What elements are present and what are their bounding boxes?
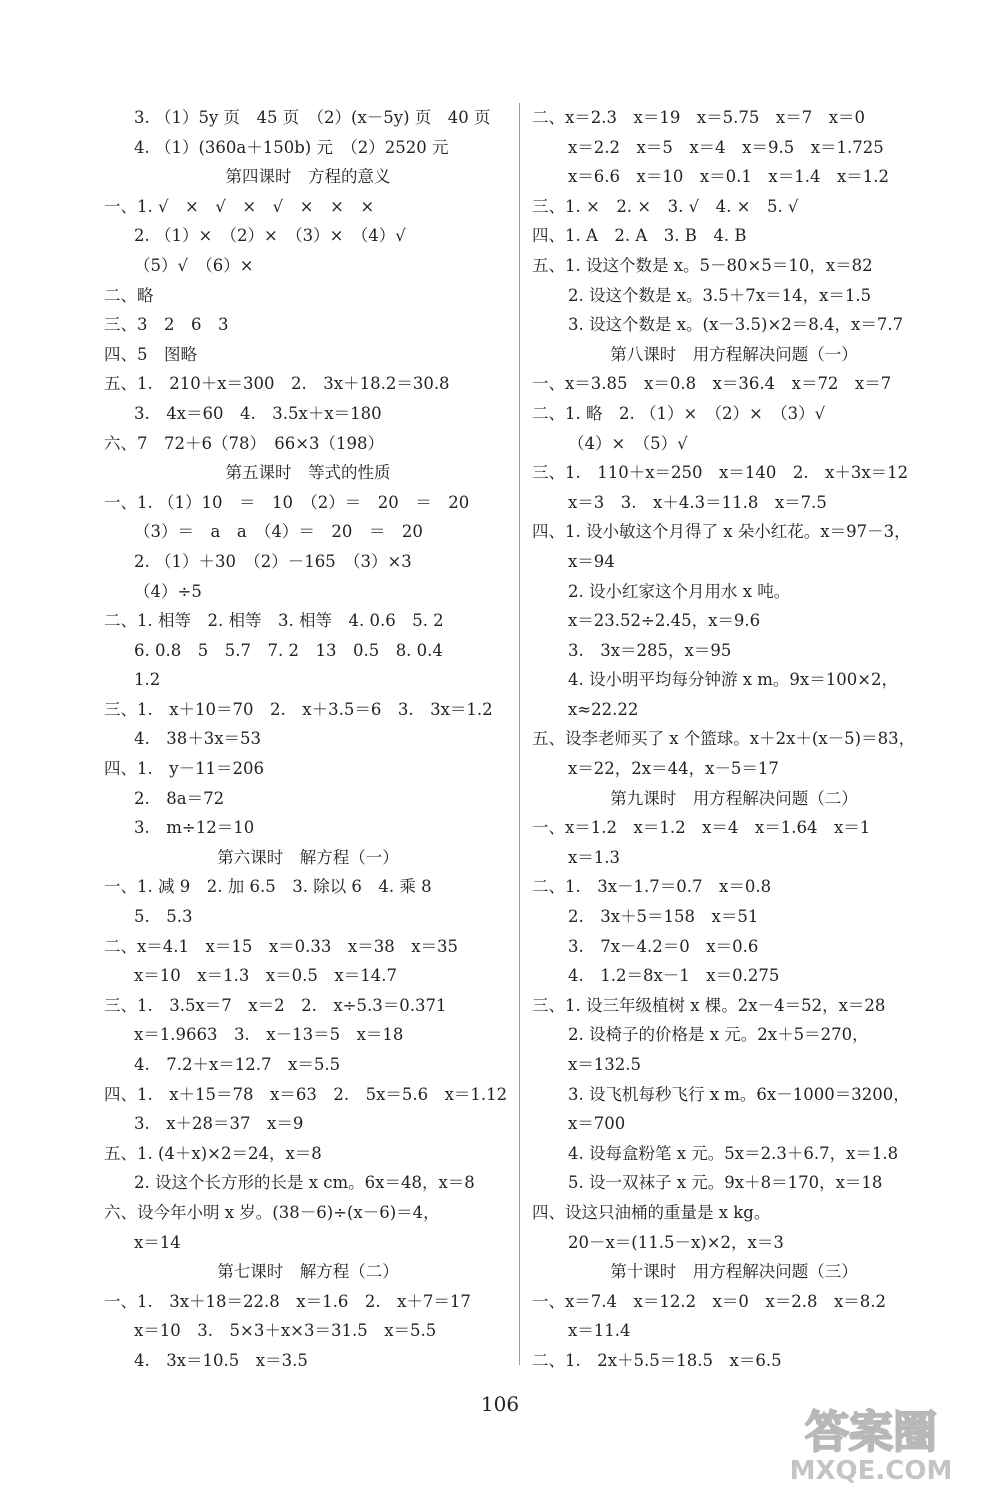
answer-line: x＝3 3. x＋4.3＝11.8 x＝7.5	[568, 492, 827, 512]
answer-line: x＝6.6 x＝10 x＝0.1 x＝1.4 x＝1.2	[568, 167, 889, 187]
answer-line: 四、1. 设小敏这个月得了 x 朵小红花。x＝97－3，	[532, 522, 911, 542]
answer-line: 2. （1）× （2）× （3）× （4）√	[134, 226, 406, 246]
answer-line: x＝1.3	[568, 847, 621, 867]
answer-line: x＝1.9663 3. x－13＝5 x＝18	[134, 1025, 404, 1045]
answer-line: 三、1. 设三年级植树 x 棵。2x－4＝52，x＝28	[532, 995, 886, 1015]
answer-line: x＝94	[568, 551, 615, 571]
answer-line: 三、1. x＋10＝70 2. x＋3.5＝6 3. 3x＝1.2	[104, 699, 493, 719]
answer-line: 一、x＝7.4 x＝12.2 x＝0 x＝2.8 x＝8.2	[532, 1291, 886, 1311]
answer-line: 3. 设飞机每秒飞行 x m。6x－1000＝3200，	[568, 1084, 910, 1104]
answer-line: 2. 设椅子的价格是 x 元。2x＋5＝270，	[568, 1025, 869, 1045]
answer-line: 2. 8a＝72	[134, 788, 225, 808]
answer-line: （3）＝ a a （4）＝ 20 ＝ 20	[134, 522, 423, 542]
answer-line: 六、设今年小明 x 岁。(38－6)÷(x－6)＝4，	[104, 1202, 440, 1222]
answer-line: 一、1. （1）10 ＝ 10 （2）＝ 20 ＝ 20	[104, 492, 470, 512]
answer-line: 3. 3x＝285，x＝95	[568, 640, 732, 660]
answer-line: 一、x＝3.85 x＝0.8 x＝36.4 x＝72 x＝7	[532, 374, 892, 394]
svg-text:答案圈: 答案圈	[805, 1407, 937, 1458]
answer-line: x＝22，2x＝44，x－5＝17	[568, 759, 779, 779]
answer-line: 4. 7.2＋x＝12.7 x＝5.5	[134, 1055, 341, 1074]
answer-line: 3. 4x＝60 4. 3.5x＋x＝180	[134, 403, 382, 423]
answer-line: 2. 设小红家这个月用水 x 吨。	[568, 581, 791, 601]
watermark-logo	[756, 1395, 986, 1487]
column-divider	[519, 103, 520, 1365]
answer-line: 三、1. 110＋x＝250 x＝140 2. x＋3x＝12	[532, 463, 909, 483]
answer-line: 1.2	[134, 670, 161, 690]
right-answer-column	[532, 103, 936, 1376]
answer-line: 一、1. 减 9 2. 加 6.5 3. 除以 6 4. 乘 8	[104, 877, 432, 897]
answer-line: x≈22.22	[568, 699, 639, 719]
answer-line: 五、设李老师买了 x 个篮球。x＋2x＋(x－5)＝83，	[532, 729, 916, 749]
answer-line: 4. 设每盒粉笔 x 元。5x＝2.3＋6.7，x＝1.8	[568, 1143, 899, 1163]
answer-line: 4. 设小明平均每分钟游 x m。9x＝100×2，	[568, 670, 899, 690]
answer-line: x＝10 x＝1.3 x＝0.5 x＝14.7	[134, 966, 397, 986]
answer-line: 五、1. (4＋x)×2＝24，x＝8	[104, 1143, 322, 1163]
answer-line: 2. 设这个数是 x。3.5＋7x＝14，x＝1.5	[568, 285, 872, 305]
answer-line: 四、1. A 2. A 3. B 4. B	[532, 226, 747, 246]
answer-line: 二、1. 略 2. （1）× （2）× （3）√	[532, 403, 826, 423]
answer-line: 2. （1）＋30 （2）－165 （3）×3	[134, 551, 412, 571]
answer-line: x＝132.5	[568, 1055, 642, 1074]
answer-line: x＝2.2 x＝5 x＝4 x＝9.5 x＝1.725	[568, 137, 884, 157]
answer-line: 四、设这只油桶的重量是 x kg。	[532, 1202, 771, 1222]
section-heading: 第七课时 解方程（二）	[217, 1262, 399, 1282]
answer-line: 二、1. 3x－1.7＝0.7 x＝0.8	[532, 877, 772, 897]
watermark-url: MXQE.COM	[789, 1456, 953, 1486]
answer-line: 二、x＝4.1 x＝15 x＝0.33 x＝38 x＝35	[104, 936, 458, 956]
answer-line: x＝23.52÷2.45，x＝9.6	[568, 611, 761, 631]
answer-line: 四、1. x＋15＝78 x＝63 2. 5x＝5.6 x＝1.12	[104, 1084, 508, 1104]
answer-line: 五、1. 设这个数是 x。5－80×5＝10，x＝82	[532, 255, 873, 275]
answer-line: 三、1. × 2. × 3. √ 4. × 5. √	[532, 196, 799, 216]
answer-line: 五、1. 210＋x＝300 2. 3x＋18.2＝30.8	[104, 374, 450, 394]
answer-line: 二、1. 相等 2. 相等 3. 相等 4. 0.6 5. 2	[104, 611, 444, 631]
answer-line: 一、1. √ × √ × √ × × ×	[104, 196, 375, 216]
answer-line: 二、x＝2.3 x＝19 x＝5.75 x＝7 x＝0	[532, 108, 865, 127]
answer-line: 3. x＋28＝37 x＝9	[134, 1114, 304, 1134]
section-heading: 第九课时 用方程解决问题（二）	[610, 788, 858, 808]
answer-line: 四、1. y－11＝206	[104, 759, 265, 779]
answer-line: 5. 5.3	[134, 907, 193, 927]
answer-line: 一、1. 3x＋18＝22.8 x＝1.6 2. x＋7＝17	[104, 1291, 471, 1311]
answer-line: 4. 1.2＝8x－1 x＝0.275	[568, 966, 780, 986]
answer-line: x＝700	[568, 1114, 626, 1134]
answer-line: 4. 38＋3x＝53	[134, 729, 262, 749]
left-answer-column	[104, 103, 512, 1376]
answer-line: 六、7 72＋6（78） 66×3（198）	[104, 433, 385, 453]
answer-line: 三、3 2 6 3	[104, 315, 229, 335]
answer-line: 4. 3x＝10.5 x＝3.5	[134, 1350, 308, 1370]
answer-line: x＝10 3. 5×3＋x×3＝31.5 x＝5.5	[134, 1321, 437, 1341]
answer-line: 4. （1）(360a＋150b) 元 （2）2520 元	[134, 137, 449, 157]
section-heading: 第八课时 用方程解决问题（一）	[610, 344, 858, 364]
section-heading: 第十课时 用方程解决问题（三）	[610, 1262, 858, 1282]
answer-line: 三、1. 3.5x＝7 x＝2 2. x÷5.3＝0.371	[104, 995, 447, 1015]
answer-line: 2. 3x＋5＝158 x＝51	[568, 907, 759, 927]
answer-line: （5）√ （6）×	[134, 255, 254, 275]
answer-line: 3. （1）5y 页 45 页 （2）(x－5y) 页 40 页	[134, 108, 491, 127]
answer-line: 3. 设这个数是 x。(x－3.5)×2＝8.4，x＝7.7	[568, 315, 904, 335]
answer-line: （4）× （5）√	[568, 433, 688, 453]
answer-line: 3. m÷12＝10	[134, 818, 255, 838]
answer-line: 20－x＝(11.5－x)×2，x＝3	[568, 1232, 784, 1252]
answer-line: 6. 0.8 5 5.7 7. 2 13 0.5 8. 0.4	[134, 640, 443, 660]
watermark-logo-graphic	[756, 1395, 986, 1487]
answer-line: 四、5 图略	[104, 344, 197, 364]
answer-line: （4）÷5	[134, 581, 202, 601]
section-heading: 第六课时 解方程（一）	[217, 847, 399, 867]
section-heading: 第四课时 方程的意义	[225, 167, 391, 187]
answer-line: x＝14	[134, 1232, 181, 1252]
section-heading: 第五课时 等式的性质	[225, 463, 391, 483]
page-number: 106	[480, 1392, 520, 1416]
answer-line: 3. 7x－4.2＝0 x＝0.6	[568, 936, 759, 956]
answer-line: 二、略	[104, 285, 154, 305]
answer-line: 一、x＝1.2 x＝1.2 x＝4 x＝1.64 x＝1	[532, 818, 871, 838]
answer-line: 5. 设一双袜子 x 元。9x＋8＝170，x＝18	[568, 1173, 883, 1193]
answer-line: 2. 设这个长方形的长是 x cm。6x＝48，x＝8	[134, 1173, 475, 1193]
answer-line: x＝11.4	[568, 1321, 631, 1341]
answer-line: 二、1. 2x＋5.5＝18.5 x＝6.5	[532, 1350, 782, 1370]
